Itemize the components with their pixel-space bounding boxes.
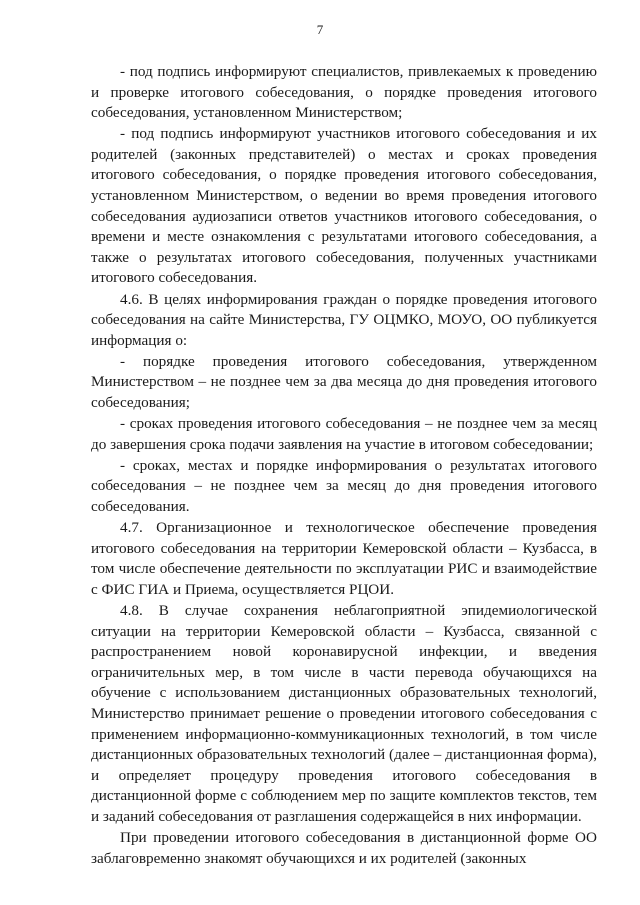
paragraph-remote-form: При проведении итогового собеседования в дистанционной форме ОО заблаговременно знакомят обучающихся и их родителей (законных <box>91 828 597 867</box>
paragraph-section-4-6: 4.6. В целях информирования граждан о порядке проведения итогового собеседования на сайте Министерства, ГУ ОЦМКО, МОУО, ОО публикуется информация о: <box>91 290 597 349</box>
paragraph-section-4-7: 4.7. Организационное и технологическое обеспечение проведения итогового собеседования на территории Кемеровской области – Кузбасса, в том числе обеспечение деятельности по эксплуатации РИС и взаимодействие с ФИС ГИА и Приема, осуществляется РЦОИ. <box>91 519 597 598</box>
paragraph-section-4-8: 4.8. В случае сохранения неблагоприятной эпидемиологической ситуации на территории Кемеровской области – Кузбасса, связанной с распространением новой коронавирусной инфекции, и введения ограничительных мер, в том числе в части перевода обучающихся на обучение с использованием дистанционных образовательных технологий, Министерство принимает решение о проведении итогового собеседования с применением информационно-коммуникационных технологий, в том числе дистанционных образовательных технологий (далее – дистанционная форма), и определяет процедуру проведения итогового собеседования в дистанционной форме с соблюдением мер по защите комплектов текстов, тем и заданий собеседования от разглашения содержащейся в них информации. <box>91 601 597 825</box>
paragraph-inform-specialists: - под подпись информируют специалистов, привлекаемых к проведению и проверке итогового собеседования, о порядке проведения итогового собеседования, установленном Министерством; <box>91 63 597 122</box>
paragraph-procedure-item: - порядке проведения итогового собеседования, утвержденном Министерством – не позднее чем за два месяца до дня проведения итогового собеседования; <box>91 352 597 411</box>
paragraph-dates-item: - сроках проведения итогового собеседования – не позднее чем за месяц до завершения срока подачи заявления на участие в итоговом собеседовании; <box>91 415 597 453</box>
paragraph-results-item: - сроках, местах и порядке информирования о результатах итогового собеседования – не позднее чем за месяц до дня проведения итогового собеседования. <box>91 456 597 515</box>
paragraph-inform-participants: - под подпись информируют участников итогового собеседования и их родителей (законных представителей) о местах и сроках проведения итогового собеседования, о порядке проведения итогового собеседования, установленном Министерством, о ведении во время проведения итогового собеседования аудиозаписи ответов участников итогового собеседования, о времени и месте ознакомления с результатами итогового собеседования, а также о результатах итогового собеседования, полученных участниками итогового собеседования. <box>91 125 597 287</box>
page-number: 7 <box>316 22 324 37</box>
document-body <box>91 62 597 870</box>
